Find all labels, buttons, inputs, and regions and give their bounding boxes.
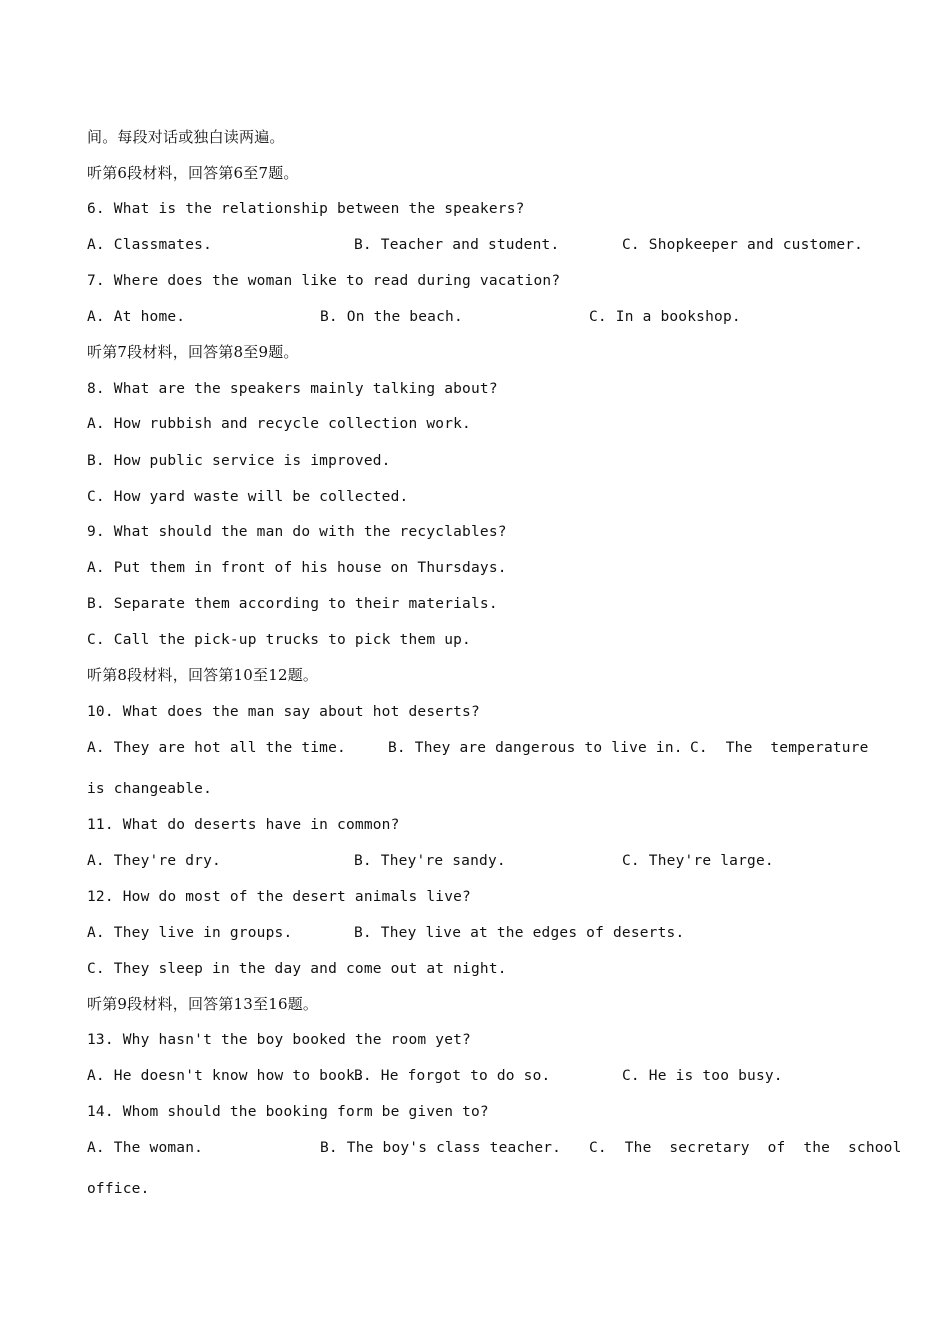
q14-option-c-continued: office. (87, 1181, 150, 1197)
q14-option-a: A. The woman. (87, 1140, 204, 1156)
question-10: 10. What does the man say about hot deserts? (87, 704, 480, 720)
question-12: 12. How do most of the desert animals live? (87, 889, 471, 905)
q12-option-b: B. They live at the edges of deserts. (354, 925, 685, 941)
intro-text: 间。每段对话或独白读两遍。 (87, 128, 285, 146)
q13-option-a: A. He doesn't know how to book. (87, 1068, 364, 1084)
q9-option-b: B. Separate them according to their materials. (87, 596, 498, 612)
q10-option-c: C. The temperature (690, 740, 869, 756)
section-8-heading: 听第8段材料，回答第10至12题。 (87, 666, 319, 684)
q7-option-c: C. In a bookshop. (589, 309, 741, 325)
q10-option-b: B. They are dangerous to live in. (388, 740, 683, 756)
q7-option-b: B. On the beach. (320, 309, 463, 325)
q8-option-c: C. How yard waste will be collected. (87, 489, 409, 505)
q13-option-b: B. He forgot to do so. (354, 1068, 551, 1084)
q11-option-a: A. They're dry. (87, 853, 221, 869)
q8-option-b: B. How public service is improved. (87, 453, 391, 469)
question-6: 6. What is the relationship between the speakers? (87, 201, 525, 217)
q13-option-c: C. He is too busy. (622, 1068, 783, 1084)
section-6-heading: 听第6段材料，回答第6至7题。 (87, 164, 299, 182)
question-7: 7. Where does the woman like to read during vacation? (87, 273, 561, 289)
q6-option-b: B. Teacher and student. (354, 237, 560, 253)
q11-option-c: C. They're large. (622, 853, 774, 869)
question-13: 13. Why hasn't the boy booked the room yet? (87, 1032, 471, 1048)
q14-option-c: C. The secretary of the school (589, 1140, 902, 1156)
question-8: 8. What are the speakers mainly talking about? (87, 381, 498, 397)
question-11: 11. What do deserts have in common? (87, 817, 400, 833)
q6-option-a: A. Classmates. (87, 237, 213, 253)
q12-option-c: C. They sleep in the day and come out at night. (87, 961, 507, 977)
q9-option-a: A. Put them in front of his house on Thursdays. (87, 560, 507, 576)
q6-option-c: C. Shopkeeper and customer. (622, 237, 864, 253)
q7-option-a: A. At home. (87, 309, 186, 325)
q9-option-c: C. Call the pick-up trucks to pick them up. (87, 632, 471, 648)
section-7-heading: 听第7段材料，回答第8至9题。 (87, 343, 299, 361)
q10-option-c-continued: is changeable. (87, 781, 213, 797)
section-9-heading: 听第9段材料，回答第13至16题。 (87, 995, 319, 1013)
q11-option-b: B. They're sandy. (354, 853, 506, 869)
q8-option-a: A. How rubbish and recycle collection work. (87, 416, 471, 432)
q10-option-a: A. They are hot all the time. (87, 740, 346, 756)
q14-option-b: B. The boy's class teacher. (320, 1140, 562, 1156)
q12-option-a: A. They live in groups. (87, 925, 293, 941)
question-9: 9. What should the man do with the recyclables? (87, 524, 507, 540)
question-14: 14. Whom should the booking form be given to? (87, 1104, 489, 1120)
